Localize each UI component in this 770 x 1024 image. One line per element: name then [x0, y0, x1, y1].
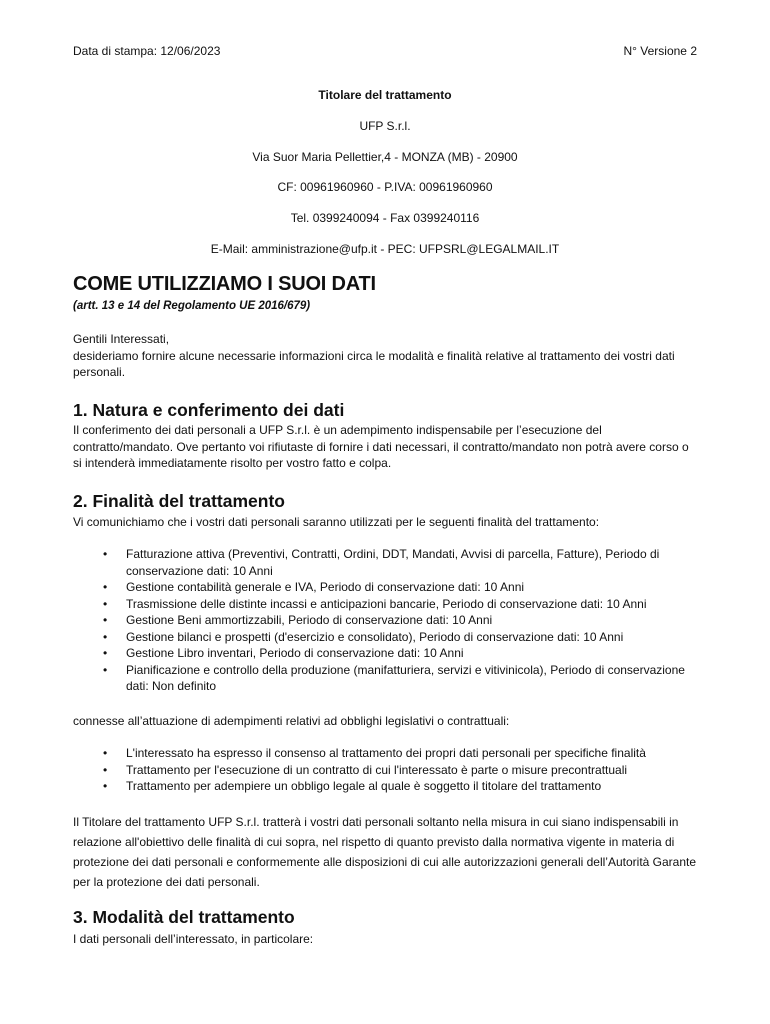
list-item: • Gestione bilanci e prospetti (d'esercizio e consolidato), Periodo di conservazione dati: 10 Anni	[73, 629, 697, 646]
controller-phone-fax: Tel. 0399240094 - Fax 0399240116	[290, 211, 480, 226]
list-item: • Trattamento per adempiere un obbligo legale al quale è soggetto il titolare del trattamento	[73, 778, 697, 795]
list-item: • Gestione Libro inventari, Periodo di conservazione dati: 10 Anni	[73, 645, 697, 662]
list-item: • L'interessato ha espresso il consenso al trattamento dei propri dati personali per specifiche finalità	[73, 745, 697, 762]
intro-text: desideriamo fornire alcune necessarie informazioni circa le modalità e finalità relative al trattamento dei vostri dati personali.	[73, 348, 675, 379]
page-title: COME UTILIZZIAMO I SUOI DATI	[73, 273, 376, 295]
section2-heading: 2. Finalità del trattamento	[73, 491, 285, 511]
purposes-list-wrapper	[73, 546, 697, 695]
controller-address: Via Suor Maria Pellettier,4 - MONZA (MB) - 20900	[252, 149, 518, 164]
section3-intro: I dati personali dell’interessato, in particolare:	[73, 932, 314, 946]
connected-text: connesse all’attuazione di adempimenti relativi ad obblighi legislativi o contrattuali:	[73, 714, 510, 728]
legal-bases-wrapper	[73, 745, 697, 795]
controller-info	[73, 88, 697, 273]
list-item: • Fatturazione attiva (Preventivi, Contratti, Ordini, DDT, Mandati, Avvisi di parcella, Fatture), Periodo di conservazione dati: 10 Anni	[73, 546, 697, 579]
controller-tax-ids: CF: 00961960960 - P.IVA: 00961960960	[277, 180, 493, 195]
controller-email: E-Mail: amministrazione@ufp.it - PEC: UFPSRL@LEGALMAIL.IT	[210, 241, 560, 256]
section2-intro: Vi comunichiamo che i vostri dati personali saranno utilizzati per le seguenti finalità del trattamento:	[73, 515, 600, 529]
version-number: N° Versione 2	[623, 44, 697, 58]
section1-heading: 1. Natura e conferimento dei dati	[73, 400, 345, 420]
intro-block	[73, 331, 697, 381]
intro-greeting: Gentili Interessati,	[73, 332, 170, 346]
legal-bases-list	[73, 745, 697, 795]
list-item: • Trattamento per l'esecuzione di un contratto di cui l'interessato è parte o misure precontrattuali	[73, 762, 697, 779]
controller-company: UFP S.r.l.	[359, 118, 411, 133]
list-item: • Trasmissione delle distinte incassi e anticipazioni bancarie, Periodo di conservazione dati: 10 Anni	[73, 596, 697, 613]
list-item: • Gestione Beni ammortizzabili, Periodo di conservazione dati: 10 Anni	[73, 612, 697, 629]
print-date: Data di stampa: 12/06/2023	[73, 44, 221, 58]
list-item: • Pianificazione e controllo della produzione (manifatturiera, servizi e vitivinicola), Periodo di conservazione dati: Non definito	[73, 662, 697, 695]
list-item: • Gestione contabilità generale e IVA, Periodo di conservazione dati: 10 Anni	[73, 579, 697, 596]
section2-closing: Il Titolare del trattamento UFP S.r.l. tratterà i vostri dati personali soltanto nella misura in cui siano indispensabili in relazione all'obiettivo delle finalità di cui sopra, nel rispetto di quanto previsto dalla normativa vigente in materia di protezione dei dati personali e conformemente alle disposizioni di cui alle autorizzazioni generali dell’Autorità Garante per la protezione dei dati personali.	[73, 815, 697, 889]
section1-text: Il conferimento dei dati personali a UFP S.r.l. è un adempimento indispensabile per l’esecuzione del contratto/mandato. Ove pertanto voi rifiutaste di fornire i dati necessari, il contratto/mandato non potrà avere corso o si intenderà immediatamente risolto per vostro fatto e colpa.	[73, 423, 689, 470]
page-subtitle: (artt. 13 e 14 del Regolamento UE 2016/679)	[73, 300, 311, 312]
purposes-list	[73, 546, 697, 695]
controller-heading: Titolare del trattamento	[318, 88, 452, 102]
section3-heading: 3. Modalità del trattamento	[73, 907, 295, 927]
